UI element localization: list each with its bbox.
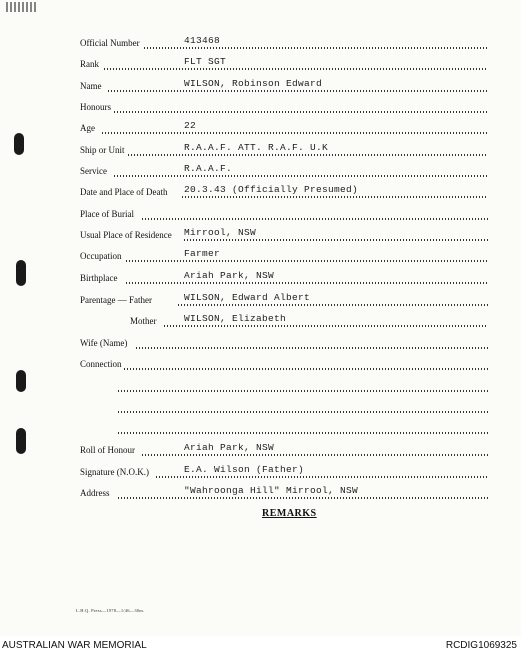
dotted-line xyxy=(184,239,488,241)
address-label: Address xyxy=(80,488,110,498)
birthplace-label: Birthplace xyxy=(80,273,118,283)
residence-label: Usual Place of Residence xyxy=(80,230,172,240)
dotted-line xyxy=(118,411,488,413)
death-row xyxy=(80,182,488,198)
burial-row xyxy=(80,204,488,220)
occupation-value: Farmer xyxy=(184,248,221,259)
roll-of-honour-row xyxy=(80,440,488,456)
birthplace-row xyxy=(80,268,488,284)
name-value: WILSON, Robinson Edward xyxy=(184,78,323,89)
dotted-line xyxy=(118,432,488,434)
connection-line xyxy=(80,418,488,434)
dotted-line xyxy=(156,476,488,478)
name-row xyxy=(80,76,488,92)
binder-hole xyxy=(16,370,26,392)
signature-value: E.A. Wilson (Father) xyxy=(184,464,305,475)
occupation-row xyxy=(80,246,488,262)
archive-name: AUSTRALIAN WAR MEMORIAL xyxy=(2,640,147,651)
dotted-line xyxy=(144,47,488,49)
dotted-line xyxy=(124,368,488,370)
connection-label: Connection xyxy=(80,359,122,369)
rank-value: FLT SGT xyxy=(184,56,227,67)
death-value: 20.3.43 (Officially Presumed) xyxy=(184,184,359,195)
archive-footer xyxy=(0,636,521,654)
signature-row xyxy=(80,462,488,478)
dotted-line xyxy=(118,497,488,499)
rank-row xyxy=(80,54,488,70)
father-row xyxy=(80,290,488,306)
rank-label: Rank xyxy=(80,59,99,69)
dotted-line xyxy=(126,282,488,284)
dotted-line xyxy=(114,111,488,113)
dotted-line xyxy=(126,260,488,262)
binder-hole xyxy=(16,428,26,454)
mother-row xyxy=(80,311,488,327)
signature-label: Signature (N.O.K.) xyxy=(80,467,149,477)
dotted-line xyxy=(102,132,488,134)
service-label: Service xyxy=(80,166,107,176)
honours-label: Honours xyxy=(80,102,111,112)
occupation-label: Occupation xyxy=(80,251,122,261)
ship-or-unit-label: Ship or Unit xyxy=(80,145,125,155)
binder-holes xyxy=(10,0,32,636)
burial-label: Place of Burial xyxy=(80,209,134,219)
binder-hole xyxy=(14,133,24,155)
age-label: Age xyxy=(80,123,95,133)
official-number-row xyxy=(80,33,488,49)
roll-of-honour-label: Roll of Honour xyxy=(80,445,135,455)
dotted-line xyxy=(114,175,488,177)
remarks-heading: REMARKS xyxy=(262,508,317,519)
name-label: Name xyxy=(80,81,102,91)
dotted-line xyxy=(178,304,488,306)
service-row xyxy=(80,161,488,177)
father-label: Parentage — Father xyxy=(80,295,152,305)
wife-row xyxy=(80,333,488,349)
ship-or-unit-row xyxy=(80,140,488,156)
address-row xyxy=(80,483,488,499)
dotted-line xyxy=(164,325,488,327)
dotted-line xyxy=(142,218,488,220)
dotted-line xyxy=(128,154,488,156)
ship-or-unit-value: R.A.A.F. ATT. R.A.F. U.K xyxy=(184,142,329,153)
official-number-label: Official Number xyxy=(80,38,140,48)
birthplace-value: Ariah Park, NSW xyxy=(184,270,275,281)
death-label: Date and Place of Death xyxy=(80,187,168,197)
address-value: "Wahroonga Hill" Mirrool, NSW xyxy=(184,485,359,496)
father-value: WILSON, Edward Albert xyxy=(184,292,311,303)
roll-of-honour-value: Ariah Park, NSW xyxy=(184,442,275,453)
mother-value: WILSON, Elizabeth xyxy=(184,313,287,324)
dotted-line xyxy=(104,68,488,70)
dotted-line xyxy=(108,90,488,92)
dotted-line xyxy=(182,196,488,198)
connection-line xyxy=(80,376,488,392)
official-number-value: 413468 xyxy=(184,35,221,46)
record-id: RCDIG1069325 xyxy=(445,640,517,651)
wife-label: Wife (Name) xyxy=(80,338,128,348)
residence-row xyxy=(80,225,488,241)
age-row xyxy=(80,118,488,134)
dotted-line xyxy=(142,454,488,456)
connection-row xyxy=(80,354,488,370)
service-value: R.A.A.F. xyxy=(184,163,233,174)
dotted-line xyxy=(136,347,488,349)
printer-imprint: L.H.Q. Press—1978—1/46—30m. xyxy=(76,608,145,613)
binder-hole xyxy=(16,260,26,286)
residence-value: Mirrool, NSW xyxy=(184,227,257,238)
mother-label: Mother xyxy=(130,316,157,326)
honours-row xyxy=(80,97,488,113)
dotted-line xyxy=(118,390,488,392)
age-value: 22 xyxy=(184,120,197,131)
connection-line xyxy=(80,397,488,413)
